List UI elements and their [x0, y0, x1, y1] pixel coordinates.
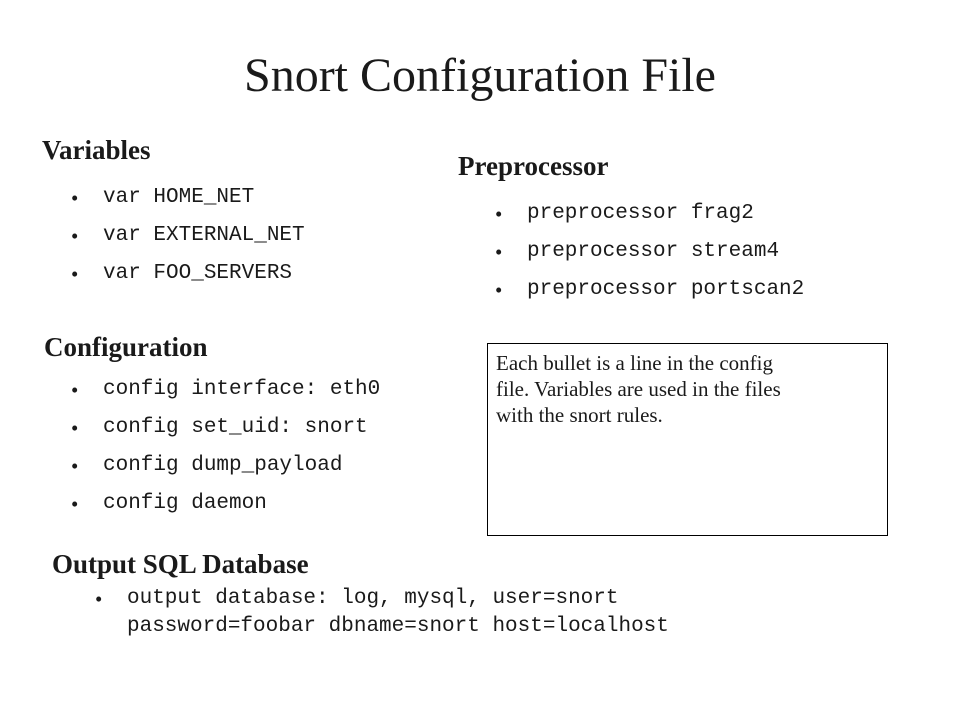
bullet-icon: •	[495, 278, 503, 302]
variable-line: var FOO_SERVERS	[103, 262, 293, 285]
output-heading: Output SQL Database	[52, 549, 309, 579]
bullet-icon: •	[71, 186, 79, 210]
variable-line: var HOME_NET	[103, 186, 255, 209]
output-line: password=foobar dbname=snort host=localhost	[127, 615, 669, 638]
variables-list	[71, 186, 305, 300]
list-item	[71, 224, 305, 262]
list-item	[71, 262, 305, 300]
output-line: output database: log, mysql, user=snort	[127, 587, 619, 610]
preprocessor-list	[495, 202, 805, 316]
list-item	[71, 378, 381, 416]
bullet-icon: •	[71, 454, 79, 478]
configuration-heading: Configuration	[44, 332, 208, 362]
variables-heading: Variables	[42, 135, 151, 165]
list-item	[495, 202, 804, 240]
config-line: config set_uid: snort	[103, 416, 368, 439]
preprocessor-heading: Preprocessor	[458, 151, 609, 181]
preprocessor-line: preprocessor stream4	[527, 240, 780, 263]
bullet-icon: •	[71, 378, 79, 402]
configuration-list	[71, 378, 381, 530]
note-box: Each bullet is a line in the config file. Variables are used in the files with the snort rules.	[487, 343, 888, 536]
bullet-icon: •	[71, 416, 79, 440]
list-item	[71, 492, 380, 530]
bullet-icon: •	[495, 240, 503, 264]
preprocessor-line: preprocessor portscan2	[527, 278, 805, 301]
bullet-icon: •	[495, 202, 503, 226]
output-list	[95, 585, 669, 641]
list-item	[71, 454, 380, 492]
list-item	[95, 585, 669, 641]
bullet-icon: •	[71, 262, 79, 286]
bullet-icon: •	[71, 492, 79, 516]
config-line: config dump_payload	[103, 454, 343, 477]
preprocessor-line: preprocessor frag2	[527, 202, 754, 225]
list-item	[71, 416, 380, 454]
config-line: config daemon	[103, 492, 267, 515]
config-line: config interface: eth0	[103, 378, 381, 401]
list-item	[71, 186, 305, 224]
list-item	[495, 278, 805, 316]
slide-title: Snort Configuration File	[244, 49, 716, 102]
list-item	[495, 240, 804, 278]
variable-line: var EXTERNAL_NET	[103, 224, 305, 247]
bullet-icon: •	[71, 224, 79, 248]
bullet-icon: •	[95, 587, 103, 611]
